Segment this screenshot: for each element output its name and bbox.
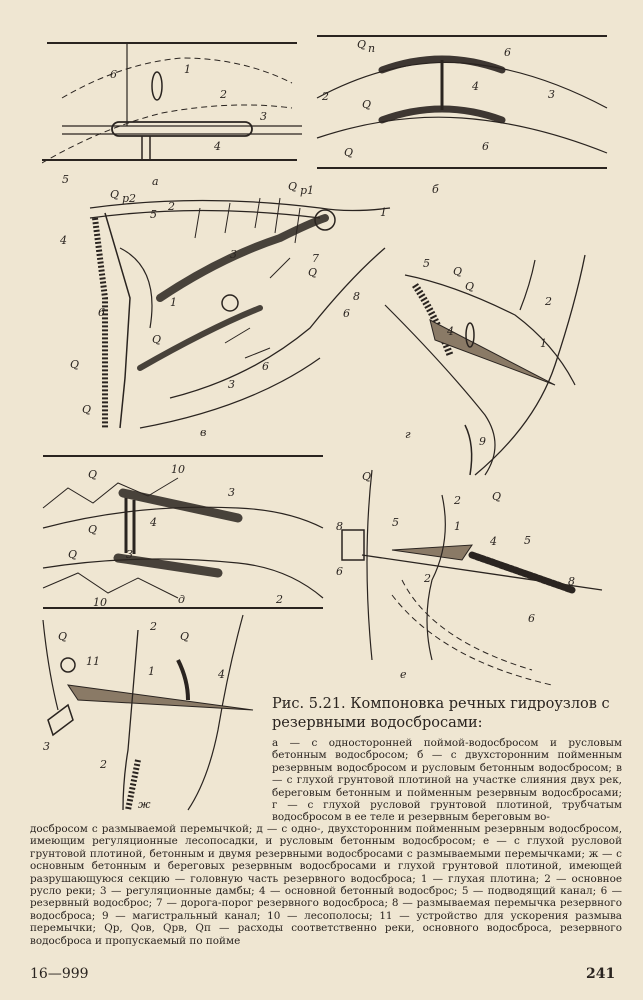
label-qr1: Q bbox=[288, 180, 298, 193]
label-qov: Q bbox=[58, 630, 68, 643]
label-2-bottom: 2 bbox=[424, 572, 431, 585]
figure-panel-g bbox=[335, 245, 610, 485]
label-8-right: 8 bbox=[568, 575, 575, 588]
label-6-right: 6 bbox=[262, 360, 269, 373]
figure-caption-body-full: досбросом с размываемой перемычкой; д — с одно-, двухсторонним пойменным резервным водосбросом, имеющим регуляционные лесопосадки, и русловым бетонным водосбросом; е — с глухой русловой грунтовой плотиной, бетонным и двумя резервными водосбросами с размываемыми перемычками; ж — с основным бетонным и береговых резервным водосбросами и глухой грунтовой плотиной, имеющей разрушающуюся секцию — головную часть резервного водосброса; 1 — глухая плотина; 2 — основное русло реки; 3 — регуляционные дамбы; 4 — основной бетонный водосброс; 5 — подводящий канал; 6 — резервный водосброс; 7 — дорога-порог резервного водосброса; 8 — размываемая перемычка резервного водосброса; 9 — магистральный канал; 10 — лесополосы; 11 — устройство для ускорения размыва перемычки; Qр, Qов, Qрв, Qп — расходы соответственно реки, основного водосброса, резервного водосброса и пропускаемый по пойме bbox=[30, 823, 622, 947]
label-qbv: Q bbox=[180, 630, 190, 643]
label-5: 5 bbox=[150, 208, 157, 221]
label-q-sub: п bbox=[368, 42, 376, 55]
figure-panel-e bbox=[332, 460, 612, 688]
label-6-bottom: 6 bbox=[482, 140, 489, 153]
label-3: 3 bbox=[43, 740, 50, 753]
label-qbv: Q bbox=[492, 490, 502, 503]
label-4: 4 bbox=[60, 234, 67, 247]
label-4: 4 bbox=[218, 668, 225, 681]
label-qr: Q bbox=[152, 333, 162, 346]
label-3-top: 3 bbox=[228, 486, 235, 499]
label-5: 5 bbox=[423, 257, 430, 270]
label-2: 2 bbox=[220, 88, 227, 101]
label-8-left: 8 bbox=[336, 520, 343, 533]
label-qbv: Q bbox=[465, 280, 475, 293]
figure-caption-body-right: а — с односторонней поймой-водосбросом и русловым бетонным водосбросом; б — с двухсторонним пойменным резервным водосбросом и русловым бетонным водосбросом; в — с глухой грунтовой плотиной на участке слияния двух рек, береговым бетонным и пойменным резервным водосбросами; г — с глухой русловой грунтовой плотиной, трубчатым водосбросом в ее теле и резервным береговым во- bbox=[272, 737, 622, 824]
label-4: 4 bbox=[447, 325, 454, 338]
label-5: 5 bbox=[62, 173, 69, 186]
label-qn: Q bbox=[308, 266, 318, 279]
label-1: 1 bbox=[454, 520, 461, 533]
label-qk: Q bbox=[82, 403, 92, 416]
label-4: 4 bbox=[150, 516, 157, 529]
label-6-left: 6 bbox=[336, 565, 343, 578]
label-qr2-sub: р2 bbox=[122, 192, 137, 205]
signature-mark: 16—999 bbox=[30, 966, 89, 982]
label-5-left: 5 bbox=[392, 516, 399, 529]
figure-panel-zh bbox=[38, 610, 268, 815]
figure-panel-a bbox=[42, 38, 304, 188]
label-8: 8 bbox=[353, 290, 360, 303]
label-10-bottom: 10 bbox=[93, 596, 107, 609]
label-11: 11 bbox=[86, 655, 100, 668]
label-3-top: 3 bbox=[230, 248, 237, 261]
panel-letter-b: б bbox=[432, 183, 439, 196]
label-7: 7 bbox=[312, 252, 319, 265]
label-6: 6 bbox=[343, 307, 350, 320]
panel-letter-zh: ж bbox=[138, 798, 151, 811]
label-2-top: 2 bbox=[150, 620, 157, 633]
label-6-right: 6 bbox=[528, 612, 535, 625]
label-qrb: Q bbox=[453, 265, 463, 278]
label-9: 9 bbox=[479, 435, 486, 448]
label-q: Q bbox=[357, 38, 367, 51]
label-4: 4 bbox=[490, 535, 497, 548]
label-6-left: 6 bbox=[98, 306, 105, 319]
label-3: 3 bbox=[548, 88, 555, 101]
label-6-top: 6 bbox=[504, 46, 511, 59]
label-1: 1 bbox=[148, 665, 155, 678]
label-qr: Q bbox=[88, 523, 98, 536]
label-qp1: Q bbox=[88, 468, 98, 481]
label-qr: Q bbox=[362, 98, 372, 111]
panel-letter-e: е bbox=[400, 668, 407, 681]
panel-letter-d: д bbox=[178, 593, 185, 606]
label-10: 10 bbox=[171, 463, 185, 476]
label-4: 4 bbox=[214, 140, 221, 153]
label-1-mid: 1 bbox=[170, 296, 177, 309]
label-2: 2 bbox=[276, 593, 283, 606]
label-qr2: Q bbox=[110, 188, 120, 201]
label-2: 2 bbox=[322, 90, 329, 103]
label-qrv1: Q bbox=[362, 470, 372, 483]
label-2: 2 bbox=[168, 200, 175, 213]
label-qfk: Q bbox=[70, 358, 80, 371]
figure-caption-title: Рис. 5.21. Компоновка речных гидроузлов с резервными водосбросами: bbox=[272, 696, 610, 731]
label-qp2: Q bbox=[344, 146, 354, 159]
label-3-bottom: 3 bbox=[228, 378, 235, 391]
label-1: 1 bbox=[540, 337, 547, 350]
label-1-right: 1 bbox=[380, 206, 387, 219]
label-qp2: Q bbox=[68, 548, 78, 561]
label-2: 2 bbox=[545, 295, 552, 308]
label-4: 4 bbox=[472, 80, 479, 93]
figure-panel-d bbox=[38, 448, 328, 613]
label-6: 6 bbox=[110, 68, 117, 81]
figure-panel-b bbox=[312, 28, 612, 198]
label-qr1-sub: р1 bbox=[300, 184, 315, 197]
label-2-top: 2 bbox=[454, 494, 461, 507]
label-5-right: 5 bbox=[524, 534, 531, 547]
panel-letter-a: а bbox=[152, 175, 159, 188]
panel-letter-v: в bbox=[200, 426, 207, 439]
panel-letter-g: г bbox=[405, 428, 411, 441]
label-3-bottom: 3 bbox=[126, 548, 133, 561]
page-number: 241 bbox=[586, 966, 616, 982]
label-1: 1 bbox=[184, 63, 191, 76]
label-3: 3 bbox=[260, 110, 267, 123]
label-2-bottom: 2 bbox=[100, 758, 107, 771]
